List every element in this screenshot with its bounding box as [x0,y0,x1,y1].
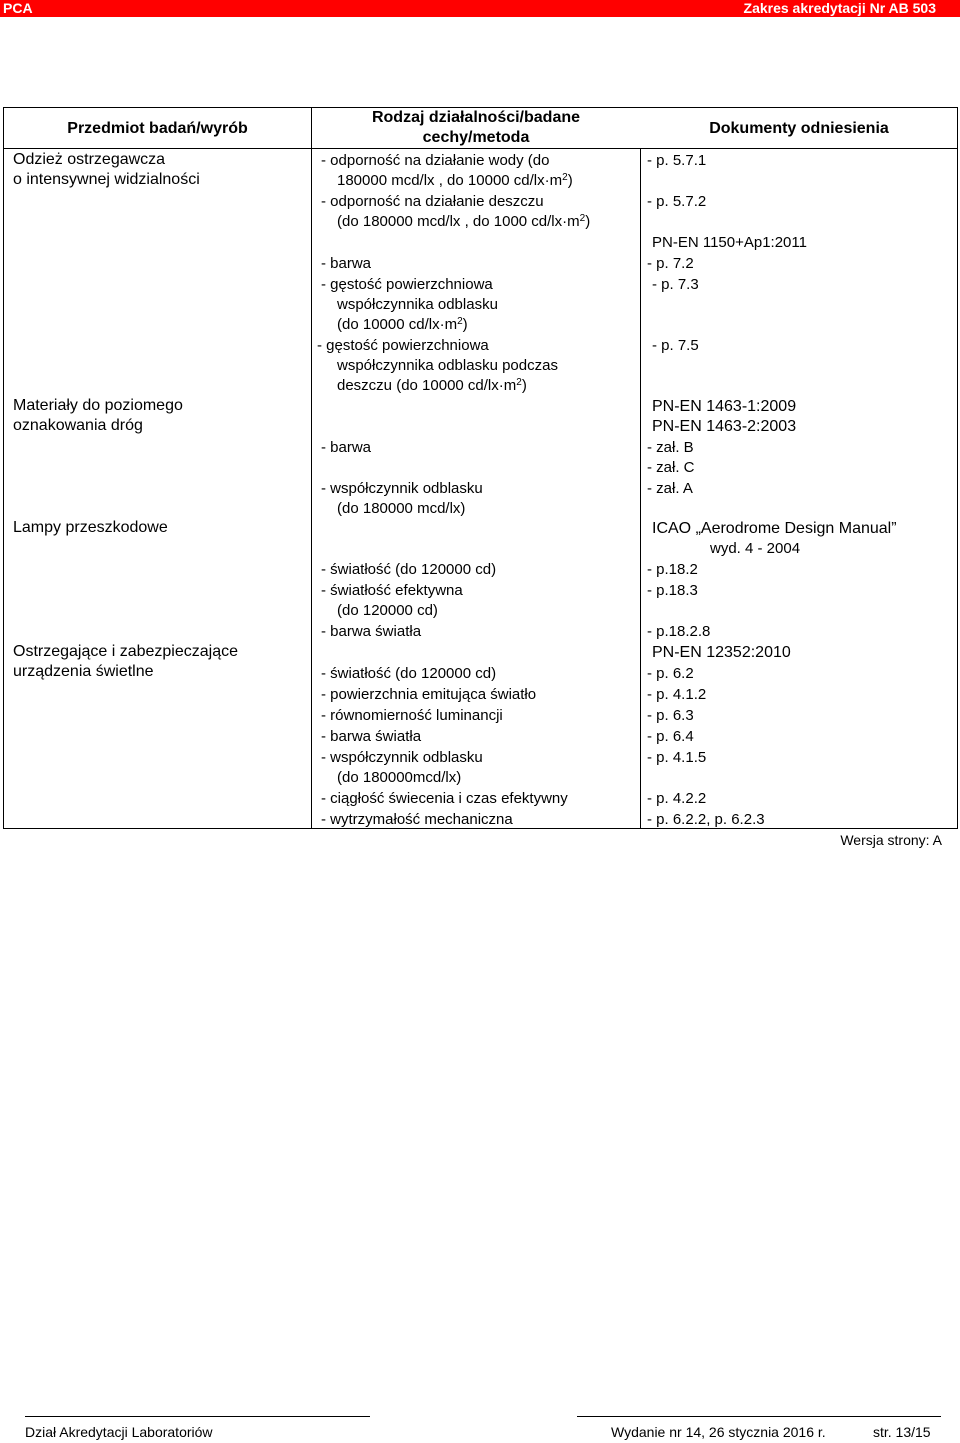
warning-row4-line1: - barwa światła [321,728,422,745]
subject-clothing-line1: Odzież ostrzegawcza [13,151,166,168]
clothing-row4-line2: współczynnika odblasku [337,296,498,313]
column-divider-1 [311,108,312,828]
warning-row3-line1: - równomierność luminancji [321,707,503,724]
lamps-row2-line2: (do 120000 cd) [337,602,438,619]
clothing-row5-doc: - p. 7.5 [652,337,699,354]
clothing-row5-line3: deszczu (do 10000 $cd/lx\cdot m^2$) [337,377,527,394]
page-header-bar [0,0,960,17]
road-row1-line1: - barwa [321,439,372,456]
clothing-row4-line3: (do 10000 $cd/lx\cdot m^2$) [337,316,468,333]
lamps-standard-1: ICAO „Aerodrome Design Manual” [652,520,897,537]
warning-row4-doc: - p. 6.4 [647,728,694,745]
lamps-row3-doc: - p.18.2.8 [647,623,711,640]
subject-road-line1: Materiały do poziomego [13,397,183,414]
subject-warning-line1: Ostrzegające i zabezpieczające [13,643,239,660]
warning-row6-doc: - p. 4.2.2 [647,790,707,807]
warning-row7-line1: - wytrzymałość mechaniczna [321,811,513,828]
footer-page-number: str. 13/15 [873,1424,931,1440]
subject-warning-line2: urządzenia świetlne [13,663,154,680]
column-header-activity-line1: Rodzaj działalności/badane [371,109,581,126]
footer-department: Dział Akredytacji Laboratoriów [25,1424,213,1440]
page-version: Wersja strony: A [840,832,942,848]
footer-edition: Wydanie nr 14, 26 stycznia 2016 r. [611,1424,826,1440]
road-row1-doc-1: - zał. B [647,439,694,456]
warning-row1-doc: - p. 6.2 [647,665,694,682]
subject-road-line2: oznakowania dróg [13,417,143,434]
road-row1-doc-2: - zał. C [647,459,695,476]
road-row2-line2: (do 180000 mcd/lx) [337,500,466,517]
clothing-row4-line1: - gęstość powierzchniowa [321,276,493,293]
road-standard-2: PN-EN 1463-2:2003 [652,418,797,435]
warning-row5-line1: - współczynnik odblasku [321,749,483,766]
clothing-row1-doc: - p. 5.7.1 [647,152,707,169]
warning-row2-doc: - p. 4.1.2 [647,686,707,703]
footer-rule-left [25,1416,370,1417]
clothing-row1-line2: 180000 mcd/lx , do 10000 $cd/lx\cdot m^2$) [337,172,573,189]
clothing-row2-line2: (do 180000 mcd/lx , do 1000 $cd/lx\cdot m^2$) [337,213,591,230]
clothing-row5-line1: - gęstość powierzchniowa [317,337,489,354]
warning-row3-doc: - p. 6.3 [647,707,694,724]
warning-row5-doc: - p. 4.1.5 [647,749,707,766]
road-standard-1: PN-EN 1463-1:2009 [652,398,797,415]
header-title: Zakres akredytacji Nr AB 503 [743,0,936,16]
warning-row2-line1: - powierzchnia emitująca światło [321,686,537,703]
lamps-row1-doc: - p.18.2 [647,561,698,578]
warning-standard: PN-EN 12352:2010 [652,644,791,661]
lamps-row3-line1: - barwa światła [321,623,422,640]
road-row2-line1: - współczynnik odblasku [321,480,483,497]
column-header-subject: Przedmiot badań/wyrób [67,120,248,137]
road-row2-doc: - zał. A [647,480,693,497]
column-divider-2 [640,149,641,828]
clothing-row2-doc: - p. 5.7.2 [647,193,707,210]
header-org: PCA [3,0,33,16]
subject-lamps: Lampy przeszkodowe [13,519,168,536]
clothing-row5-line2: współczynnika odblasku podczas [337,357,558,374]
clothing-row4-doc: - p. 7.3 [652,276,699,293]
page-footer [0,1414,960,1442]
warning-row7-doc: - p. 6.2.2, p. 6.2.3 [647,811,765,828]
footer-rule-right [577,1416,941,1417]
lamps-standard-2: wyd. 4 - 2004 [710,540,801,557]
accreditation-table [3,107,958,829]
clothing-row2-line1: - odporność na działanie deszczu [321,193,544,210]
clothing-standard: PN-EN 1150+Ap1:2011 [652,234,807,251]
warning-row1-line1: - światłość (do 120000 cd) [321,665,497,682]
clothing-row3-doc: - p. 7.2 [647,255,694,272]
column-header-documents: Dokumenty odniesienia [709,120,889,137]
clothing-row1-line1: - odporność na działanie wody (do [321,152,550,169]
lamps-row2-line1: - światłość efektywna [321,582,463,599]
lamps-row1-line1: - światłość (do 120000 cd) [321,561,497,578]
warning-row6-line1: - ciągłość świecenia i czas efektywny [321,790,568,807]
column-header-activity-line2: cechy/metoda [422,129,530,146]
clothing-row3-line1: - barwa [321,255,372,272]
lamps-row2-doc: - p.18.3 [647,582,698,599]
warning-row5-line2: (do 180000mcd/lx) [337,769,462,786]
subject-clothing-line2: o intensywnej widzialności [13,171,200,188]
